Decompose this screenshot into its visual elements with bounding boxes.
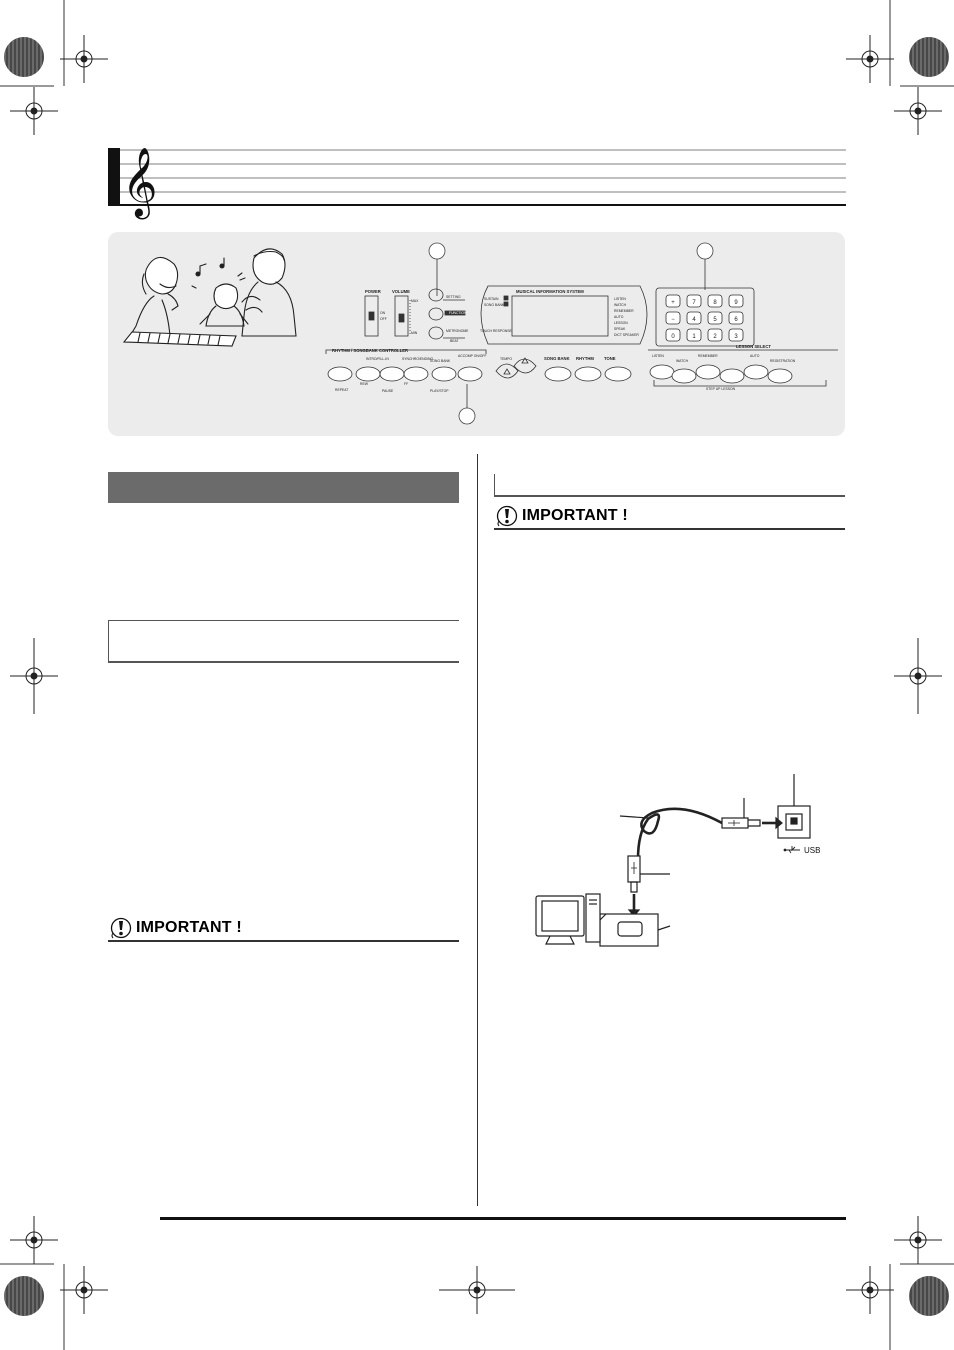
display-indicator-song-bank: SONG BANK [484,303,505,307]
numkey-7-label: 7 [692,300,696,306]
usb-symbol-icon [784,846,800,853]
numkey-1-label: 1 [692,334,696,340]
lesson-listen-label: LISTEN [652,354,664,358]
important-label: IMPORTANT ! [522,507,628,524]
right-section-heading-frame [494,474,845,497]
rhythm-mode-label: RHYTHM [576,356,594,361]
callout-marker-3 [459,408,475,424]
controller-top-label-1: INTRO/FILL-IN [366,357,389,361]
lesson-watch-button[interactable] [672,369,696,383]
numkey-plus-label: + [671,300,675,306]
controller-top-label-2: SYNCHRO/ENDING [402,357,434,361]
staff-black-bar [108,148,120,206]
controller-bottom-label-1: REPEAT [335,388,349,392]
subsection-heading-frame [108,620,459,663]
rhythm-button[interactable] [575,367,601,381]
display-indicator-lesson: LESSON [614,321,628,325]
start-stop-button[interactable] [432,367,456,381]
intro-button[interactable] [328,367,352,381]
important-label: IMPORTANT ! [136,919,242,936]
usb-label: USB [804,846,821,855]
controller-bottom-label-3: FF [404,382,409,386]
numkey-2-label: 2 [713,334,717,340]
power-off-label: OFF [380,317,387,321]
footer-rule [160,1217,846,1220]
lesson-remember-label: REMEMBER [698,354,718,358]
tone-mode-label: TONE [604,356,616,361]
variation-fill-in-button[interactable] [380,367,404,381]
callout-marker-2 [697,243,713,259]
exclamation-icon [496,505,518,527]
controller-label: RHYTHM / SONGBANK CONTROLLER [332,348,409,353]
lesson-remember-button[interactable] [696,365,720,379]
lesson-watch-label: WATCH [676,359,689,363]
family-illustration [124,244,304,348]
normal-fill-in-button[interactable] [356,367,380,381]
function-label: FUNCTION [449,311,467,315]
controller-bottom-label-2: REW [360,382,368,386]
computer-tower-icon [586,894,600,942]
treble-clef-icon: 𝄞 [122,147,158,217]
power-label: POWER [365,289,381,294]
tone-button[interactable] [605,367,631,381]
section-heading-bar [108,472,459,503]
usb-connection-diagram [530,770,830,950]
tempo-label: TEMPO [500,357,513,361]
controller-bottom-label-5: PLAY/STOP [430,389,449,393]
controller-top-label-4: ACCOMP ON/OFF [458,354,487,358]
step-up-lesson-label: STEP UP LESSON [706,387,736,391]
lesson-next-button[interactable] [720,369,744,383]
numkey-0-label: 0 [671,334,675,340]
beat-label: BEAT [450,339,459,343]
exclamation-icon [110,917,132,939]
display-indicator-sustain: SUSTAIN [484,297,499,301]
control-panel-drawing [318,238,838,430]
controller-top-label-3: SONG BANK [430,359,451,363]
volume-label: VOLUME [392,289,410,294]
volume-max-label: MAX [411,299,419,303]
lesson-auto-button[interactable] [744,365,768,379]
accomp-on-off-button[interactable] [458,367,482,381]
staff-header [108,147,848,217]
setting-button-label: SETTING [446,295,461,299]
volume-min-label: MIN [411,331,418,335]
display-indicator-listen: LISTEN [614,297,626,301]
power-on-label: ON [380,311,386,315]
display-indicator-remember: REMEMBER [614,309,634,313]
touch-response-label: TOUCH RESPONSE [480,329,512,333]
important-notice-right [494,504,845,530]
numkey-minus-label: − [671,317,675,323]
important-notice-left [108,916,459,942]
lesson-registration-label: REGISTRATION [770,359,796,363]
numkey-3-label: 3 [734,334,738,340]
numkey-6-label: 6 [734,317,738,323]
song-bank-mode-label: SONG BANK [544,356,570,361]
metronome-button-label: METRONOME [446,329,469,333]
lesson-select-label: LESSON SELECT [736,344,771,349]
number-pad [660,292,752,344]
display-indicator-dict-speaker: DICT SPEAKER [614,333,639,337]
computer-monitor-icon [536,896,584,936]
callout-marker-1 [429,243,445,259]
numkey-9-label: 9 [734,300,738,306]
song-bank-button[interactable] [545,367,571,381]
numkey-4-label: 4 [692,317,696,323]
lesson-auto-label: AUTO [750,354,760,358]
numkey-5-label: 5 [713,317,717,323]
display-indicator-speak: SPEAK [614,327,626,331]
synchro-ending-button[interactable] [404,367,428,381]
display-title: MUSICAL INFORMATION SYSTEM [516,289,584,294]
registration-button[interactable] [768,369,792,383]
display-indicator-auto: AUTO [614,315,624,319]
column-divider [477,454,478,1206]
display-indicator-watch: WATCH [614,303,627,307]
lesson-listen-button[interactable] [650,365,674,379]
controller-buttons [322,364,842,386]
controller-bottom-label-4: PAUSE [382,389,394,393]
numkey-8-label: 8 [713,300,717,306]
